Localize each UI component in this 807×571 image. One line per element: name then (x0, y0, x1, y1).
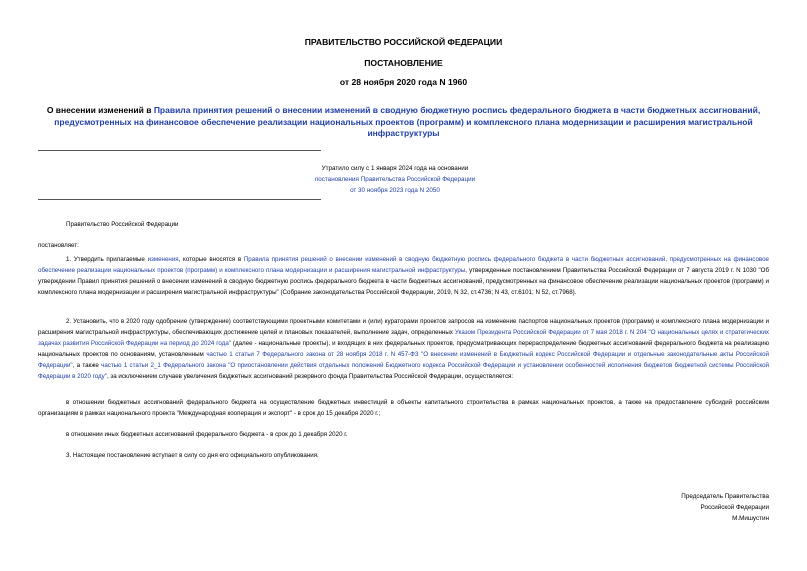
paragraph-1 (38, 254, 769, 298)
title-rules-link[interactable]: Правила принятия решений о внесении изменений в сводную бюджетную роспись федерального бюджета в части бюджетных ассигнований, предусмотренных на финансовое обеспечение реализации национальных проектов (программ) и комплексного плана модернизации и расширения магистральной инфраструктуры (54, 105, 761, 138)
paragraph-4: в отношении иных бюджетных ассигнований федерального бюджета - в срок до 1 декабря 2020 г. (66, 431, 348, 438)
paragraph-2 (38, 316, 769, 382)
p2-text-d: , за исключением случаев увеличения бюджетных ассигнований резервного фонда Правительства Российской Федерации, осуществляется: (106, 373, 514, 380)
p1-text-b: , которые вносятся в (178, 256, 244, 263)
note-date-link[interactable]: от 30 ноября 2023 года N 2050 (350, 186, 440, 194)
document-date-number: от 28 ноября 2020 года N 1960 (339, 77, 468, 87)
p1-text-a: 1. Утвердить прилагаемые (66, 256, 148, 263)
signature-title: Председатель Правительства (681, 493, 769, 500)
body-government: Правительство Российской Федерации (66, 221, 179, 228)
note-line1: Утратило силу с 1 января 2024 года на основании (321, 165, 469, 172)
signature-name: М.Мишустин (732, 515, 769, 523)
p2-presidential-decree-link[interactable]: Указом Президента Российской Федерации от 7 мая 2018 г. N 204 "О национальных целях и стратегических задачах развития Российской Федерации на период до 2024 года" (38, 329, 770, 347)
p2-text-a: 2. Установить, что в 2020 году одобрение (утверждение) соответствующими проектными комитетами и (или) кураторами проектов запросов на изменение паспортов национальных проектов (программ) и комплексного плана модернизации и расширения магистральной инфраструктуры, обеспечивающих достижение целей и плановых показателей, выполнение задач, определенных (38, 318, 769, 336)
note-decree-link[interactable]: постановления Правительства Российской Федерации (314, 175, 476, 183)
signature-block (569, 491, 769, 525)
title-prefix: О внесении изменений в (46, 105, 154, 115)
document-type: ПОСТАНОВЛЕНИЕ (364, 58, 443, 68)
government-header: ПРАВИТЕЛЬСТВО РОССИЙСКОЙ ФЕДЕРАЦИИ (304, 37, 503, 47)
p1-changes-link[interactable]: изменения (147, 256, 179, 263)
paragraph-3: в отношении бюджетных ассигнований федерального бюджета на осуществление бюджетных инвестиций в объекты капитального строительства в рамках национальных проектов, а также на предоставление субсидий российским организациям в рамках национального проекта "Международная кооперация и экспорт" - в срок до 15 декабря 2020 г.; (38, 399, 769, 417)
p1-text-c: , утвержденные постановлением Правительства Российской Федерации от 7 августа 2019 г. N 1030 "Об утверждении Правил принятия решений о внесении изменений в сводную бюджетную роспись федерального бюджета в части бюджетных ассигнований, предусмотренных на финансовое обеспечение реализации национальных проектов (программ) и комплексного плана модернизации и расширения магистральной инфраструктуры" (Собрание законодательства Российской Федерации, 2019, N 32, ст.4736; N 43, ст.6101; N 52, ст.7968). (38, 267, 769, 296)
revocation-note (300, 164, 490, 196)
divider-bottom (38, 199, 321, 200)
p2-text-b: (далее - национальные проекты), и входящих в них федеральных проектов, предусматривающих перераспределение бюджетных ассигнований федерального бюджета на реализацию национальных проектов по основаниям, установленным (38, 340, 769, 358)
paragraph-5: 3. Настоящее постановление вступает в силу со дня его официального опубликования. (66, 452, 319, 459)
body-decrees: постановляет: (38, 242, 79, 249)
divider-top (38, 150, 321, 151)
p1-rules-link[interactable]: Правила принятия решений о внесении изменений в сводную бюджетную роспись федерального бюджета в части бюджетных ассигнований, предусмотренных на финансовое обеспечение реализации национальных проектов (программ) и комплексного плана модернизации и расширения магистральной инфраструктуры (38, 256, 769, 274)
document-title (38, 105, 769, 140)
p2-federal-law-link[interactable]: частью 1 статьи 7 Федерального закона от 28 ноября 2018 г. N 457-ФЗ "О внесении изменений в Бюджетный кодекс Российской Федерации и отдельные законодательные акты Российской Федерации" (38, 351, 769, 369)
signature-organization: Российской Федерации (700, 504, 769, 512)
p2-text-c: , а также (72, 362, 102, 369)
p2-federal-law-2-link[interactable]: частью 1 статьи 2_1 Федерального закона "О приостановлении действия отдельных положений Бюджетного кодекса Российской Федерации и установлении особенностей исполнения бюджетов бюджетной системы Российской Федерации в 2020 году" (38, 362, 770, 380)
